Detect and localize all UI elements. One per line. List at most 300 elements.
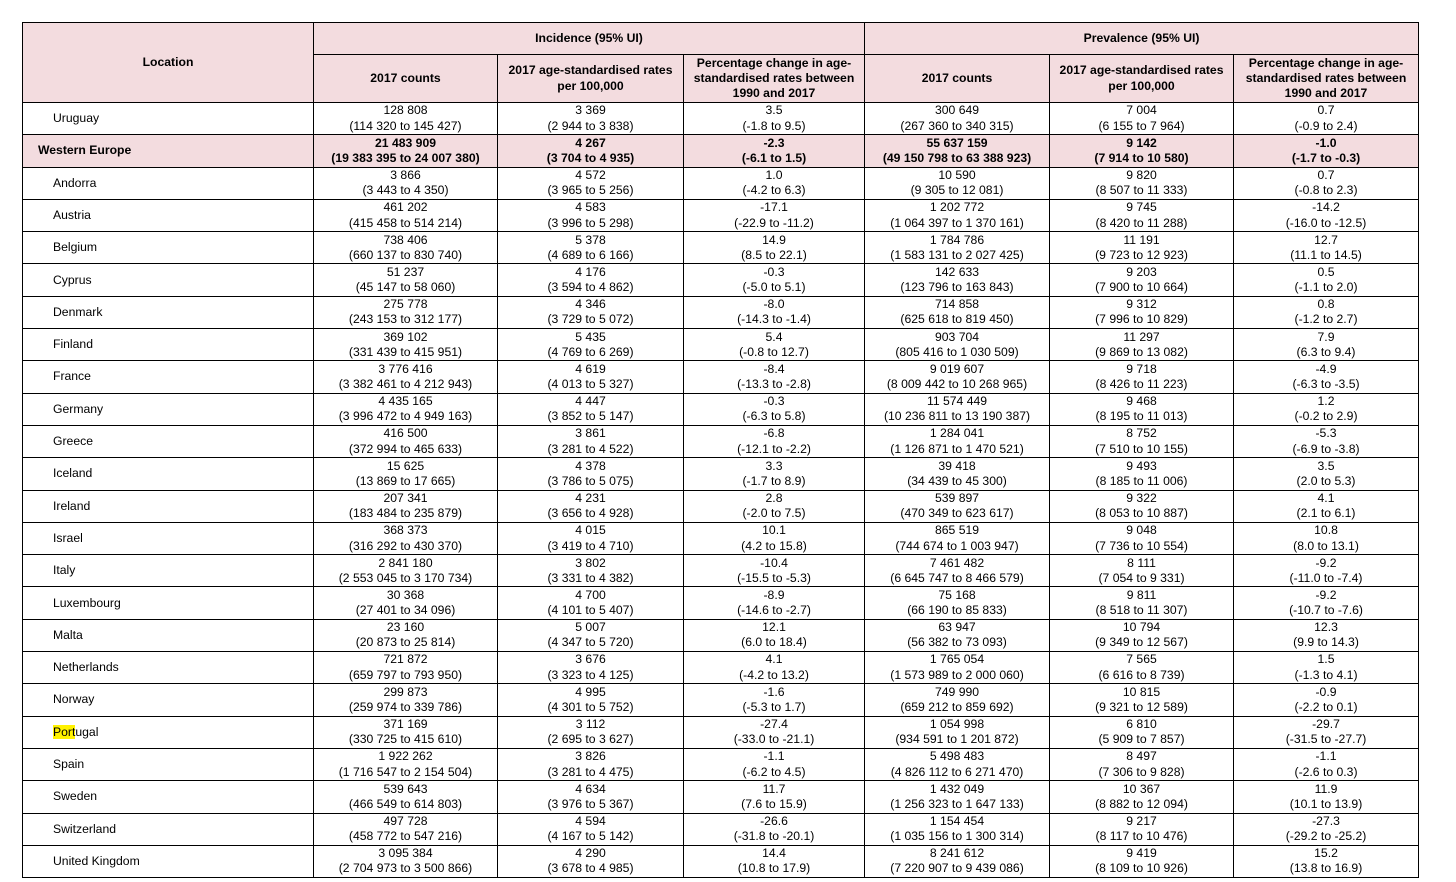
prevalence-counts-cell: [865, 458, 1050, 490]
uncertainty-interval: (-1.7 to 8.9): [742, 473, 806, 488]
incidence-rate-cell: [498, 264, 684, 296]
prevalence-counts-cell: [865, 425, 1050, 457]
location-cell: Uruguay: [23, 103, 314, 135]
estimate-value: 1 202 772: [929, 200, 985, 215]
incidence-counts-cell: [314, 296, 498, 328]
estimate-value: 11.9: [1314, 781, 1338, 796]
uncertainty-interval: (2 695 to 3 627): [547, 732, 634, 747]
uncertainty-interval: (3 331 to 4 382): [547, 570, 634, 585]
prevalence-change-cell: [1234, 135, 1419, 167]
incidence-change-cell: [684, 490, 865, 522]
uncertainty-interval: (-1.8 to 9.5): [742, 118, 806, 133]
uncertainty-interval: (6 155 to 7 964): [1098, 118, 1185, 133]
uncertainty-interval: (4 013 to 5 327): [547, 377, 634, 392]
incidence-change-cell: [684, 393, 865, 425]
estimate-value: 0.8: [1317, 297, 1335, 312]
prevalence-change-cell: [1234, 167, 1419, 199]
prevalence-counts-cell: [865, 490, 1050, 522]
uncertainty-interval: (6 616 to 8 739): [1098, 667, 1185, 682]
table-row: [23, 781, 1419, 813]
uncertainty-interval: (5 909 to 7 857): [1098, 732, 1185, 747]
estimate-value: -8.9: [763, 587, 785, 602]
uncertainty-interval: (3 281 to 4 522): [547, 441, 634, 456]
location-cell: Andorra: [23, 167, 314, 199]
prevalence-change-cell: [1234, 264, 1419, 296]
estimate-value: -1.6: [763, 684, 785, 699]
prevalence-change-cell: [1234, 199, 1419, 231]
uncertainty-interval: (-22.9 to -11.2): [734, 215, 814, 230]
incidence-change-cell: [684, 264, 865, 296]
uncertainty-interval: (2 944 to 3 838): [547, 118, 634, 133]
prevalence-counts-cell: [865, 232, 1050, 264]
incidence-change-cell: [684, 684, 865, 716]
estimate-value: 4 176: [575, 264, 606, 279]
estimate-value: -27.3: [1312, 813, 1340, 828]
uncertainty-interval: (56 382 to 73 093): [907, 635, 1007, 650]
prevalence-counts-cell: [865, 555, 1050, 587]
uncertainty-interval: (2 553 045 to 3 170 734): [338, 570, 473, 585]
uncertainty-interval: (1 064 397 to 1 370 161): [890, 215, 1024, 230]
incidence-counts-cell: [314, 619, 498, 651]
uncertainty-interval: (4 301 to 5 752): [547, 699, 634, 714]
uncertainty-interval: (-11.0 to -7.4): [1289, 570, 1363, 585]
uncertainty-interval: (7 900 to 10 664): [1095, 280, 1188, 295]
incidence-change-cell: [684, 587, 865, 619]
estimate-value: 300 649: [934, 103, 980, 118]
estimate-value: 0.7: [1317, 168, 1335, 183]
incidence-rate-cell: [498, 652, 684, 684]
uncertainty-interval: (-5.0 to 5.1): [742, 280, 806, 295]
estimate-value: 1.5: [1317, 652, 1335, 667]
uncertainty-interval: (-14.3 to -1.4): [737, 312, 811, 327]
incidence-counts-cell: [314, 716, 498, 748]
uncertainty-interval: (625 618 to 819 450): [900, 312, 1014, 327]
incidence-counts-cell: [314, 458, 498, 490]
incidence-change-cell: [684, 232, 865, 264]
estimate-value: -26.6: [760, 813, 788, 828]
estimate-value: 299 873: [383, 684, 428, 699]
uncertainty-interval: (805 416 to 1 030 509): [895, 344, 1019, 359]
estimate-value: 75 168: [938, 587, 976, 602]
uncertainty-interval: (-13.3 to -2.8): [737, 377, 811, 392]
prevalence-change-cell: [1234, 329, 1419, 361]
uncertainty-interval: (7 054 to 9 331): [1098, 570, 1185, 585]
table-row: [23, 199, 1419, 231]
estimate-value: 7 565: [1126, 652, 1157, 667]
estimate-value: 8 497: [1126, 749, 1157, 764]
estimate-value: 5 498 483: [929, 749, 985, 764]
uncertainty-interval: (3 976 to 5 367): [547, 796, 634, 811]
uncertainty-interval: (3 704 to 4 935): [546, 150, 635, 165]
prevalence-counts-cell: [865, 845, 1050, 877]
uncertainty-interval: (7 914 to 10 580): [1094, 150, 1189, 165]
incidence-prevalence-table: [22, 22, 1419, 878]
uncertainty-interval: (4 101 to 5 407): [547, 603, 634, 618]
uncertainty-interval: (1 256 323 to 1 647 133): [890, 796, 1024, 811]
location-cell: Israel: [23, 522, 314, 554]
table-body: [23, 103, 1419, 878]
prevalence-change-cell: [1234, 296, 1419, 328]
uncertainty-interval: (1 126 871 to 1 470 521): [890, 441, 1024, 456]
estimate-value: 10 815: [1122, 684, 1161, 699]
incidence-change-cell: [684, 361, 865, 393]
estimate-value: 714 858: [934, 297, 980, 312]
estimate-value: 865 519: [934, 523, 980, 538]
incidence-counts-cell: [314, 103, 498, 135]
uncertainty-interval: (1 035 156 to 1 300 314): [890, 829, 1024, 844]
estimate-value: 7.9: [1317, 329, 1335, 344]
table-row: [23, 684, 1419, 716]
location-cell: Sweden: [23, 781, 314, 813]
estimate-value: 371 169: [383, 717, 428, 732]
incidence-rate-cell: [498, 393, 684, 425]
incidence-counts-cell: [314, 199, 498, 231]
uncertainty-interval: (4 347 to 5 720): [547, 635, 634, 650]
incidence-change-cell: [684, 135, 865, 167]
estimate-value: 30 368: [386, 587, 425, 602]
incidence-change-cell: [684, 522, 865, 554]
uncertainty-interval: (-6.3 to 5.8): [742, 409, 806, 424]
uncertainty-interval: (-0.2 to 2.9): [1294, 409, 1358, 424]
estimate-value: 9 048: [1126, 523, 1157, 538]
uncertainty-interval: (-2.0 to 7.5): [742, 506, 806, 521]
incidence-change-cell: [684, 199, 865, 231]
estimate-value: -0.3: [763, 264, 785, 279]
incidence-counts-cell: [314, 845, 498, 877]
uncertainty-interval: (6.3 to 9.4): [1296, 344, 1356, 359]
prevalence-change-cell: [1234, 393, 1419, 425]
highlighted-text: Port: [53, 724, 76, 739]
incidence-rate-cell: [498, 167, 684, 199]
uncertainty-interval: (458 772 to 547 216): [348, 829, 463, 844]
incidence-change-cell: [684, 458, 865, 490]
uncertainty-interval: (-2.6 to 0.3): [1294, 764, 1358, 779]
uncertainty-interval: (4 769 to 6 269): [547, 344, 634, 359]
prevalence-rate-header: 2017 age-standardised rates per 100,000: [1050, 55, 1234, 103]
estimate-value: -1.0: [1315, 135, 1337, 150]
estimate-value: -29.7: [1312, 717, 1340, 732]
estimate-value: 14.4: [762, 846, 786, 861]
uncertainty-interval: (8.0 to 13.1): [1293, 538, 1359, 553]
table-row: [23, 652, 1419, 684]
uncertainty-interval: (7 306 to 9 828): [1098, 764, 1185, 779]
location-cell: Portugal: [23, 716, 314, 748]
uncertainty-interval: (66 190 to 85 833): [907, 603, 1007, 618]
incidence-change-cell: [684, 619, 865, 651]
uncertainty-interval: (3 443 to 4 350): [362, 183, 449, 198]
estimate-value: 11.7: [762, 781, 786, 796]
estimate-value: 1 784 786: [929, 232, 985, 247]
location-cell: Austria: [23, 199, 314, 231]
location-cell: Netherlands: [23, 652, 314, 684]
incidence-change-cell: [684, 296, 865, 328]
uncertainty-interval: (34 439 to 45 300): [907, 473, 1007, 488]
prevalence-change-cell: [1234, 425, 1419, 457]
prevalence-counts-cell: [865, 361, 1050, 393]
prevalence-counts-cell: [865, 684, 1050, 716]
uncertainty-interval: (4 167 to 5 142): [547, 829, 634, 844]
uncertainty-interval: (3 382 461 to 4 212 943): [338, 377, 473, 392]
prevalence-counts-cell: [865, 264, 1050, 296]
estimate-value: 4 346: [575, 297, 606, 312]
estimate-value: 369 102: [383, 329, 428, 344]
estimate-value: 721 872: [383, 652, 428, 667]
uncertainty-interval: (-15.5 to -5.3): [737, 570, 811, 585]
table-row: [23, 619, 1419, 651]
uncertainty-interval: (2.1 to 6.1): [1296, 506, 1356, 521]
uncertainty-interval: (8 185 to 11 006): [1095, 473, 1188, 488]
uncertainty-interval: (183 484 to 235 879): [348, 506, 463, 521]
location-cell: Italy: [23, 555, 314, 587]
prevalence-rate-cell: [1050, 103, 1234, 135]
estimate-value: 1 054 998: [929, 717, 985, 732]
uncertainty-interval: (3 786 to 5 075): [547, 473, 634, 488]
uncertainty-interval: (9.9 to 14.3): [1293, 635, 1359, 650]
estimate-value: 12.7: [1314, 232, 1338, 247]
prevalence-change-cell: [1234, 103, 1419, 135]
location-cell: United Kingdom: [23, 845, 314, 877]
prevalence-counts-cell: [865, 393, 1050, 425]
uncertainty-interval: (-6.2 to 4.5): [742, 764, 806, 779]
prevalence-counts-cell: [865, 135, 1050, 167]
uncertainty-interval: (3 996 to 5 298): [547, 215, 634, 230]
prevalence-rate-cell: [1050, 619, 1234, 651]
estimate-value: -0.9: [1315, 684, 1337, 699]
prevalence-rate-cell: [1050, 845, 1234, 877]
incidence-counts-cell: [314, 781, 498, 813]
incidence-rate-cell: [498, 716, 684, 748]
location-cell: Denmark: [23, 296, 314, 328]
prevalence-rate-cell: [1050, 522, 1234, 554]
estimate-value: 11 297: [1123, 329, 1160, 344]
estimate-value: 23 160: [386, 620, 425, 635]
uncertainty-interval: (8 195 to 11 013): [1095, 409, 1188, 424]
estimate-value: 1 284 041: [929, 426, 985, 441]
estimate-value: 14.9: [762, 232, 786, 247]
location-cell: Germany: [23, 393, 314, 425]
uncertainty-interval: (259 974 to 339 786): [348, 699, 463, 714]
estimate-value: 9 312: [1126, 297, 1157, 312]
prevalence-counts-cell: [865, 619, 1050, 651]
uncertainty-interval: (330 725 to 415 610): [348, 732, 463, 747]
incidence-counts-cell: [314, 425, 498, 457]
estimate-value: -8.4: [763, 361, 785, 376]
prevalence-rate-cell: [1050, 490, 1234, 522]
estimate-value: 3 826: [575, 749, 606, 764]
incidence-rate-cell: [498, 296, 684, 328]
uncertainty-interval: (659 797 to 793 950): [348, 667, 463, 682]
table-row: [23, 845, 1419, 877]
uncertainty-interval: (744 674 to 1 003 947): [895, 538, 1019, 553]
incidence-rate-cell: [498, 490, 684, 522]
estimate-value: 368 373: [383, 523, 428, 538]
estimate-value: 4 290: [575, 846, 606, 861]
location-cell: France: [23, 361, 314, 393]
location-cell: Spain: [23, 748, 314, 780]
prevalence-counts-cell: [865, 329, 1050, 361]
prevalence-rate-cell: [1050, 167, 1234, 199]
estimate-value: -0.3: [763, 394, 785, 409]
estimate-value: -10.4: [760, 555, 788, 570]
uncertainty-interval: (3 965 to 5 256): [547, 183, 634, 198]
estimate-value: 207 341: [383, 491, 428, 505]
uncertainty-interval: (2.0 to 5.3): [1296, 473, 1356, 488]
table-row: [23, 555, 1419, 587]
uncertainty-interval: (-0.8 to 12.7): [739, 344, 809, 359]
prevalence-rate-cell: [1050, 329, 1234, 361]
uncertainty-interval: (-4.2 to 13.2): [739, 667, 809, 682]
uncertainty-interval: (20 873 to 25 814): [355, 635, 456, 650]
uncertainty-interval: (8 507 to 11 333): [1095, 183, 1188, 198]
estimate-value: 10.8: [1314, 523, 1338, 538]
incidence-counts-cell: [314, 684, 498, 716]
estimate-value: 4 619: [575, 361, 606, 376]
table-row: [23, 296, 1419, 328]
estimate-value: 55 637 159: [926, 135, 988, 150]
estimate-value: 10.1: [762, 523, 786, 538]
uncertainty-interval: (-1.3 to 4.1): [1294, 667, 1358, 682]
prevalence-rate-cell: [1050, 135, 1234, 167]
location-cell: Malta: [23, 619, 314, 651]
estimate-value: -9.2: [1315, 587, 1337, 602]
estimate-value: 3 861: [575, 426, 606, 441]
incidence-counts-cell: [314, 361, 498, 393]
prevalence-rate-cell: [1050, 684, 1234, 716]
prevalence-rate-cell: [1050, 232, 1234, 264]
location-cell: Switzerland: [23, 813, 314, 845]
prevalence-rate-cell: [1050, 458, 1234, 490]
incidence-change-cell: [684, 167, 865, 199]
prevalence-change-cell: [1234, 490, 1419, 522]
estimate-value: 2.8: [765, 491, 783, 505]
uncertainty-interval: (243 153 to 312 177): [348, 312, 463, 327]
prevalence-counts-cell: [865, 103, 1050, 135]
estimate-value: 3.5: [1317, 458, 1335, 473]
header-group-row: [23, 23, 1419, 55]
incidence-rate-cell: [498, 329, 684, 361]
estimate-value: 12.1: [762, 620, 786, 635]
uncertainty-interval: (7 510 to 10 155): [1095, 441, 1188, 456]
location-cell: Cyprus: [23, 264, 314, 296]
uncertainty-interval: (-1.7 to -0.3): [1291, 150, 1361, 165]
uncertainty-interval: (934 591 to 1 201 872): [895, 732, 1019, 747]
incidence-rate-header: 2017 age-standardised rates per 100,000: [498, 55, 684, 103]
uncertainty-interval: (4.2 to 15.8): [741, 538, 807, 553]
estimate-value: 1.2: [1317, 394, 1335, 409]
prevalence-rate-cell: [1050, 748, 1234, 780]
prevalence-rate-cell: [1050, 781, 1234, 813]
estimate-value: -1.1: [1315, 749, 1337, 764]
uncertainty-interval: (9 723 to 12 923): [1095, 247, 1188, 262]
estimate-value: 4 447: [575, 394, 606, 409]
prevalence-rate-cell: [1050, 652, 1234, 684]
uncertainty-interval: (-4.2 to 6.3): [742, 183, 806, 198]
incidence-rate-cell: [498, 425, 684, 457]
uncertainty-interval: (49 150 798 to 63 388 923): [882, 150, 1032, 165]
uncertainty-interval: (3 852 to 5 147): [547, 409, 634, 424]
estimate-value: -17.1: [760, 200, 788, 215]
estimate-value: 3 676: [575, 652, 606, 667]
prevalence-rate-cell: [1050, 361, 1234, 393]
incidence-change-cell: [684, 103, 865, 135]
estimate-value: 142 633: [934, 264, 980, 279]
uncertainty-interval: (6.0 to 18.4): [741, 635, 807, 650]
estimate-value: 4 267: [575, 135, 606, 150]
incidence-group-header: Incidence (95% UI): [314, 23, 865, 55]
estimate-value: -4.9: [1315, 361, 1337, 376]
incidence-change-cell: [684, 555, 865, 587]
uncertainty-interval: (9 321 to 12 589): [1095, 699, 1188, 714]
incidence-change-cell: [684, 716, 865, 748]
region-row: [23, 135, 1419, 167]
uncertainty-interval: (-33.0 to -21.1): [733, 732, 815, 747]
prevalence-change-cell: [1234, 845, 1419, 877]
estimate-value: 497 728: [383, 813, 428, 828]
uncertainty-interval: (7.6 to 15.9): [741, 796, 807, 811]
prevalence-change-cell: [1234, 652, 1419, 684]
uncertainty-interval: (8 117 to 10 476): [1095, 829, 1188, 844]
uncertainty-interval: (123 796 to 163 843): [900, 280, 1014, 295]
uncertainty-interval: (-2.2 to 0.1): [1294, 699, 1358, 714]
estimate-value: 749 990: [934, 684, 980, 699]
uncertainty-interval: (-1.2 to 2.7): [1294, 312, 1358, 327]
uncertainty-interval: (8 882 to 12 094): [1095, 796, 1188, 811]
uncertainty-interval: (13.8 to 16.9): [1289, 861, 1363, 876]
uncertainty-interval: (8 518 to 11 307): [1095, 603, 1188, 618]
uncertainty-interval: (8 109 to 10 926): [1095, 861, 1188, 876]
estimate-value: 9 493: [1126, 458, 1157, 473]
incidence-rate-cell: [498, 135, 684, 167]
estimate-value: -5.3: [1315, 426, 1337, 441]
estimate-value: 8 241 612: [929, 846, 985, 861]
prevalence-change-cell: [1234, 232, 1419, 264]
uncertainty-interval: (3 729 to 5 072): [547, 312, 634, 327]
estimate-value: 9 203: [1126, 264, 1157, 279]
location-cell: Norway: [23, 684, 314, 716]
uncertainty-interval: (45 147 to 58 060): [355, 280, 456, 295]
prevalence-change-cell: [1234, 716, 1419, 748]
uncertainty-interval: (-31.5 to -27.7): [1285, 732, 1367, 747]
uncertainty-interval: (372 994 to 465 633): [348, 441, 463, 456]
uncertainty-interval: (659 212 to 859 692): [900, 699, 1014, 714]
prevalence-change-cell: [1234, 813, 1419, 845]
incidence-change-cell: [684, 845, 865, 877]
estimate-value: 4 378: [575, 458, 606, 473]
uncertainty-interval: (267 360 to 340 315): [900, 118, 1014, 133]
estimate-value: 4 700: [575, 587, 606, 602]
estimate-value: 3 776 416: [378, 361, 433, 376]
uncertainty-interval: (3 281 to 4 475): [547, 764, 634, 779]
uncertainty-interval: (-0.8 to 2.3): [1294, 183, 1358, 198]
incidence-counts-cell: [314, 652, 498, 684]
prevalence-counts-cell: [865, 813, 1050, 845]
prevalence-counts-cell: [865, 587, 1050, 619]
table-row: [23, 458, 1419, 490]
incidence-counts-cell: [314, 232, 498, 264]
estimate-value: -2.3: [763, 135, 785, 150]
prevalence-counts-header: 2017 counts: [865, 55, 1050, 103]
estimate-value: 4 995: [575, 684, 606, 699]
estimate-value: 9 419: [1126, 846, 1157, 861]
uncertainty-interval: (2 704 973 to 3 500 866): [338, 861, 473, 876]
estimate-value: 5 435: [575, 329, 606, 344]
uncertainty-interval: (1 573 989 to 2 000 060): [890, 667, 1024, 682]
incidence-counts-cell: [314, 393, 498, 425]
prevalence-rate-cell: [1050, 296, 1234, 328]
uncertainty-interval: (8 009 442 to 10 268 965): [886, 377, 1028, 392]
location-cell: Ireland: [23, 490, 314, 522]
estimate-value: 1 922 262: [378, 749, 433, 764]
